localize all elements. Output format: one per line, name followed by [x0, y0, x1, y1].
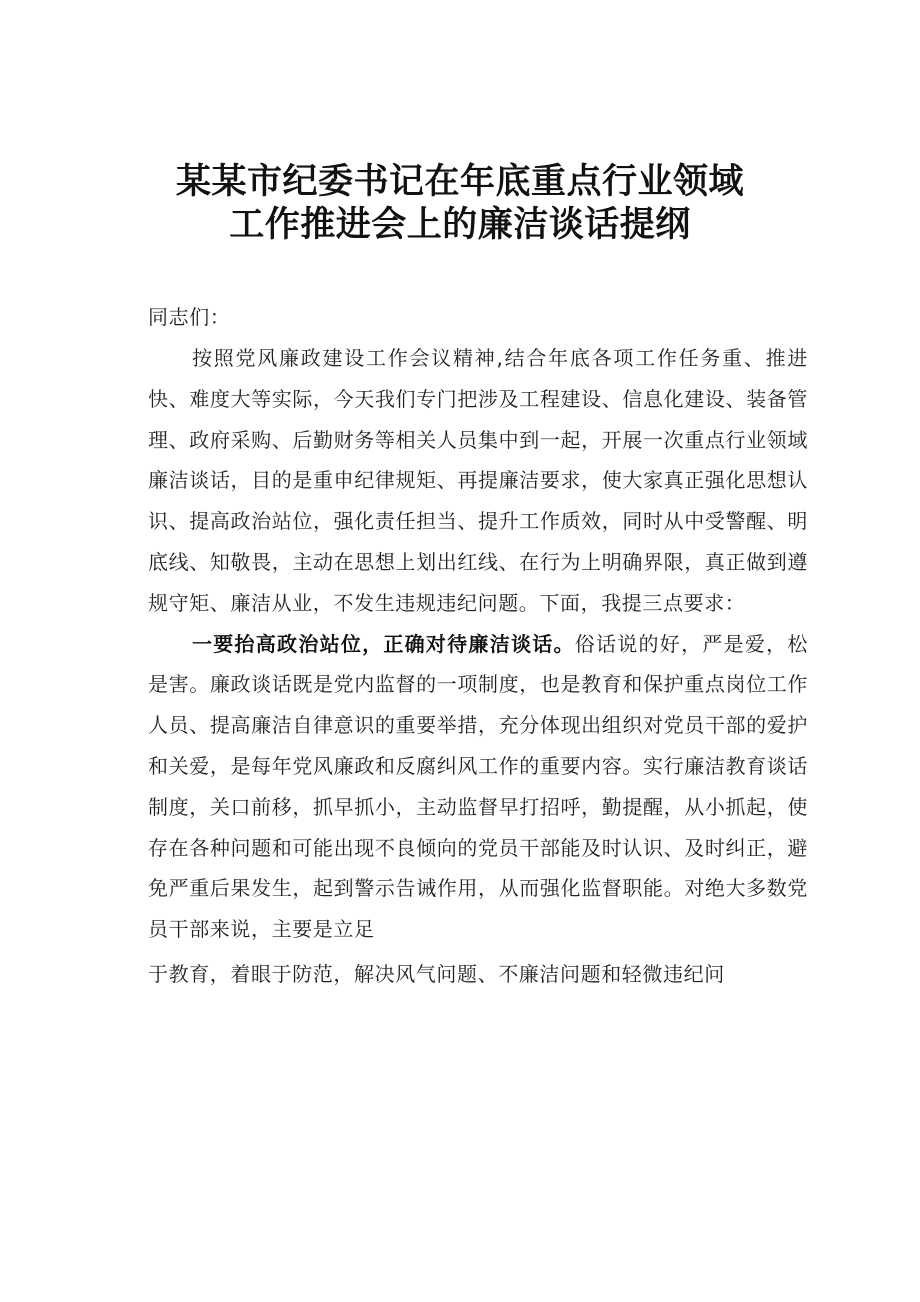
- point-one-heading: 一要抬高政治站位，正确对待廉洁谈话。: [192, 631, 575, 656]
- document-title-line-2: 工作推进会上的廉洁谈话提纲: [229, 204, 691, 245]
- document-title-line-1: 某某市纪委书记在年底重点行业领域: [175, 161, 744, 202]
- salutation: 同志们：: [148, 305, 231, 329]
- document-body: [148, 297, 808, 995]
- paragraph-continued: 于教育，着眼于防范，解决风气问题、不廉洁问题和轻微违纪问: [148, 962, 725, 987]
- point-one-body: 俗话说的好，严是爱，松是害。廉政谈话既是党内监督的一项制度，也是教育和保护重点岗位工作人员、提高廉洁自律意识的重要举措，充分体现出组织对党员干部的爱护和关爱，是每年党风廉政和反腐纠风工作的重要内容。实行廉洁教育谈话制度，关口前移，抓早抓小，主动监督早打招呼，勤提醒，从小抓起，使存在各种问题和可能出现不良倾向的党员干部能及时认识、及时纠正，避免严重后果发生，起到警示告诫作用，从而强化监督职能。对绝大多数党员干部来说，主要是立足: [148, 631, 808, 942]
- paragraph-intro: 按照党风廉政建设工作会议精神,结合年底各项工作任务重、推进快、难度大等实际，今天我们专门把涉及工程建设、信息化建设、装备管理、政府采购、后勤财务等相关人员集中到一起，开展一次重点行业领域廉洁谈话，目的是重申纪律规矩、再提廉洁要求，使大家真正强化思想认识、提高政治站位，强化责任担当、提升工作质效，同时从中受警醒、明底线、知敬畏，主动在思想上划出红线、在行为上明确界限，真正做到遵规守矩、廉洁从业，不发生违规违纪问题。下面，我提三点要求：: [148, 346, 808, 615]
- paragraph-point-one: [148, 624, 808, 950]
